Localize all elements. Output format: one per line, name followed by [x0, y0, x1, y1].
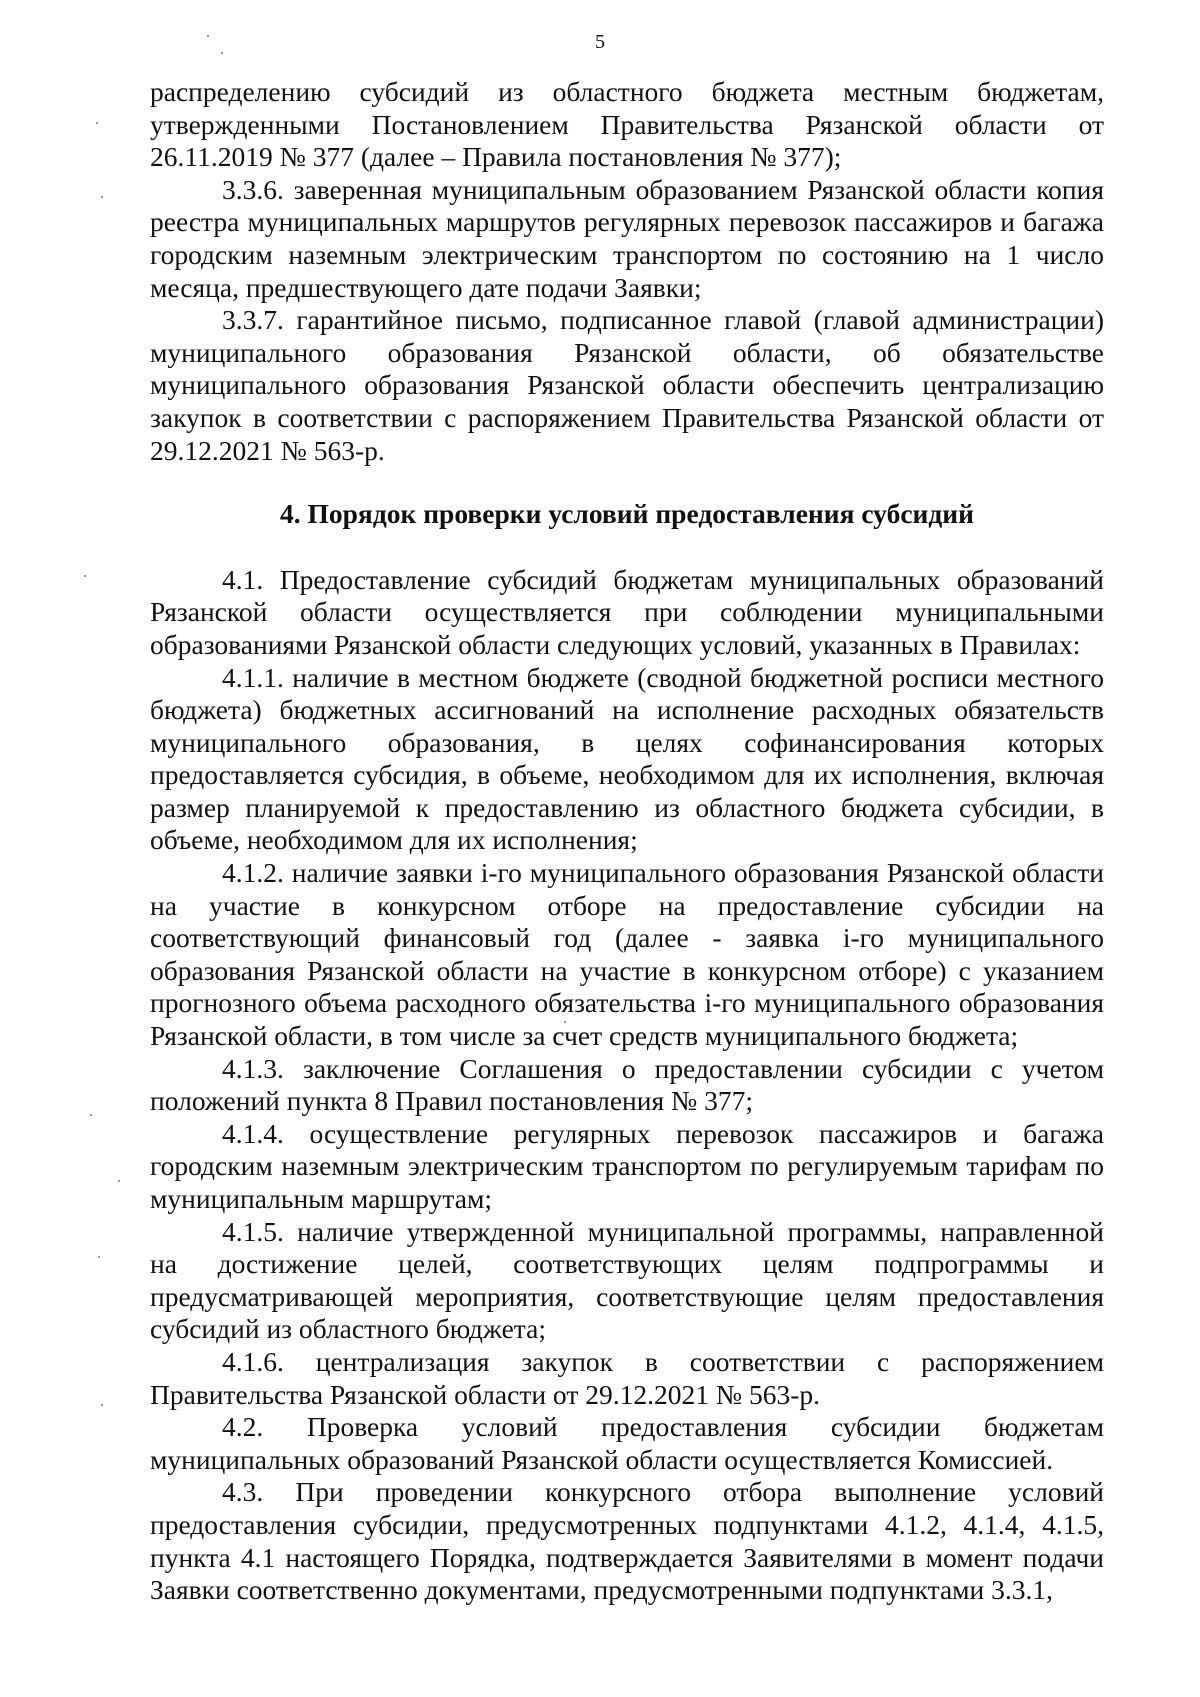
paragraph-4-1: 4.1. Предоставление субсидий бюджетам муниципальных образований Рязанской области осуществляется при соблюдении муниципальными образованиями Рязанской области следующих условий, указанных в Правилах: — [150, 563, 1104, 660]
paragraph-4-1-3: 4.1.3. заключение Соглашения о предоставлении субсидии с учетом положений пункта 8 Правил постановления № 377; — [150, 1052, 1104, 1117]
paragraph-4-1-4: 4.1.4. осуществление регулярных перевозок пассажиров и багажа городским наземным электрическим транспортом по регулируемым тарифам по муниципальным маршрутам; — [150, 1117, 1104, 1214]
paragraph-4-1-5: 4.1.5. наличие утвержденной муниципальной программы, направленной на достижение целей, соответствующих целям подпрограммы и предусматривающей мероприятия, соответствующие целям предоставления субсидий из областного бюджета; — [150, 1215, 1104, 1345]
spacer — [150, 531, 1104, 564]
paragraph-4-3: 4.3. При проведении конкурсного отбора выполнение условий предоставления субсидии, предусмотренных подпунктами 4.1.2, 4.1.4, 4.1.5, пункта 4.1 настоящего Порядка, подтверждается Заявителями в момент подачи Заявки соответственно документами, предусмотренными подпунктами 3.3.1, — [150, 1476, 1104, 1606]
section-heading: 4. Порядок проверки условий предоставления субсидий — [280, 498, 974, 530]
paragraph-4-1-6: 4.1.6. централизация закупок в соответствии с распоряжением Правительства Рязанской области от 29.12.2021 № 563-р. — [150, 1345, 1104, 1410]
paragraph-4-1-2: 4.1.2. наличие заявки i-го муниципального образования Рязанской области на участие в конкурсном отборе на предоставление субсидии на соответствующий финансовый год (далее - заявка i-го муниципального образования Рязанской области на участие в конкурсном отборе) с указанием прогнозного объема расходного обязательства i-го муниципального образования Рязанской области, в том числе за счет средств муниципального бюджета; — [150, 857, 1104, 1052]
paragraph-3-3-6: 3.3.6. заверенная муниципальным образованием Рязанской области копия реестра муниципальных маршрутов регулярных перевозок пассажиров и багажа городским наземным электрическим транспортом по состоянию на 1 число месяца, предшествующего дате подачи Заявки; — [150, 173, 1104, 303]
paragraph-3-3-7: 3.3.7. гарантийное письмо, подписанное главой (главой администрации) муниципального образования Рязанской области, об обязательстве муниципального образования Рязанской области обеспечить централизацию закупок в соответствии с распоряжением Правительства Рязанской области от 29.12.2021 № 563-р. — [150, 304, 1104, 466]
spacer — [150, 467, 1104, 498]
document-body — [150, 76, 1104, 1607]
paragraph-4-1-1: 4.1.1. наличие в местном бюджете (сводной бюджетной росписи местного бюджета) бюджетных ассигнований на исполнение расходных обязательств муниципального образования, в целях софинансирования которых предоставляется субсидия, в объеме, необходимом для их исполнения, включая размер планируемой к предоставлению из областного бюджета субсидии, в объеме, необходимом для их исполнения; — [150, 661, 1104, 856]
paragraph-continuation: распределению субсидий из областного бюджета местным бюджетам, утвержденными Постановлением Правительства Рязанской области от 26.11.2019 № 377 (далее – Правила постановления № 377); — [150, 76, 1104, 173]
paragraph-4-2: 4.2. Проверка условий предоставления субсидии бюджетам муниципальных образований Рязанской области осуществляется Комиссией. — [150, 1411, 1104, 1475]
page-number: 5 — [595, 31, 605, 53]
